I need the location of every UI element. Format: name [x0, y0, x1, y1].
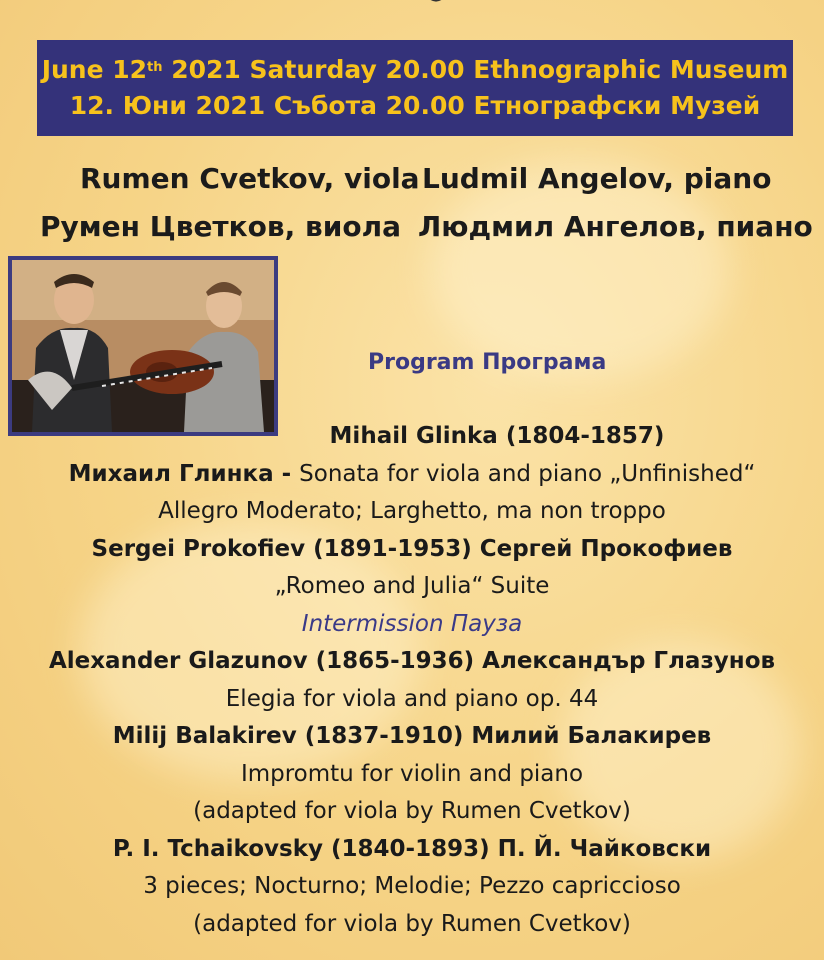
work-glinka-title: Sonata for viola and piano „Unfinished“	[299, 460, 756, 487]
composer-glinka: Mihail Glinka (1804-1857)	[329, 423, 665, 449]
composer-balakirev: Milij Balakirev (1837-1910) Милий Балакирев	[112, 723, 712, 749]
performers-photo	[8, 256, 278, 436]
composer-glinka-bg: Михаил Глинка -	[68, 460, 300, 487]
performers-photo-illustration	[12, 260, 274, 432]
composer-glazunov: Alexander Glazunov (1865-1936) Александър Глазунов	[48, 648, 776, 674]
top-ornament	[400, 0, 460, 10]
performer-piano-en: Ludmil Angelov, piano	[422, 162, 772, 195]
intermission: Intermission Пауза	[301, 610, 523, 637]
work-glinka	[0, 456, 824, 494]
program-heading: Program Програма	[368, 350, 607, 375]
composer-tchaikovsky: P. I. Tchaikovsky (1840-1893) П. Й. Чайковски	[112, 835, 712, 862]
date-line-english: June 12th 2021 Saturday 20.00 Ethnographic Museum	[41, 55, 789, 84]
date-line-bulgarian: 12. Юни 2021 Събота 20.00 Етнографски Музей	[69, 91, 761, 120]
work-glinka-movements: Allegro Moderato; Larghetto, ma non troppo	[158, 498, 666, 524]
performer-viola-en: Rumen Cvetkov, viola	[80, 162, 420, 195]
date-banner	[37, 40, 793, 136]
work-balakirev-note: (adapted for viola by Rumen Cvetkov)	[193, 798, 631, 824]
performer-viola-bg: Румен Цветков, виола	[40, 210, 401, 243]
program-list	[0, 418, 824, 943]
work-tchaikovsky: 3 pieces; Nocturno; Melodie; Pezzo capriccioso	[143, 873, 681, 899]
performer-piano-bg: Людмил Ангелов, пиано	[418, 210, 813, 243]
work-balakirev: Impromtu for violin and piano	[240, 760, 584, 787]
work-prokofiev: „Romeo and Julia“ Suite	[274, 573, 550, 599]
work-tchaikovsky-note: (adapted for viola by Rumen Cvetkov)	[193, 910, 631, 937]
composer-prokofiev: Sergei Prokofiev (1891-1953) Сергей Прокофиев	[91, 535, 733, 562]
work-glazunov: Elegia for viola and piano op. 44	[225, 685, 599, 712]
